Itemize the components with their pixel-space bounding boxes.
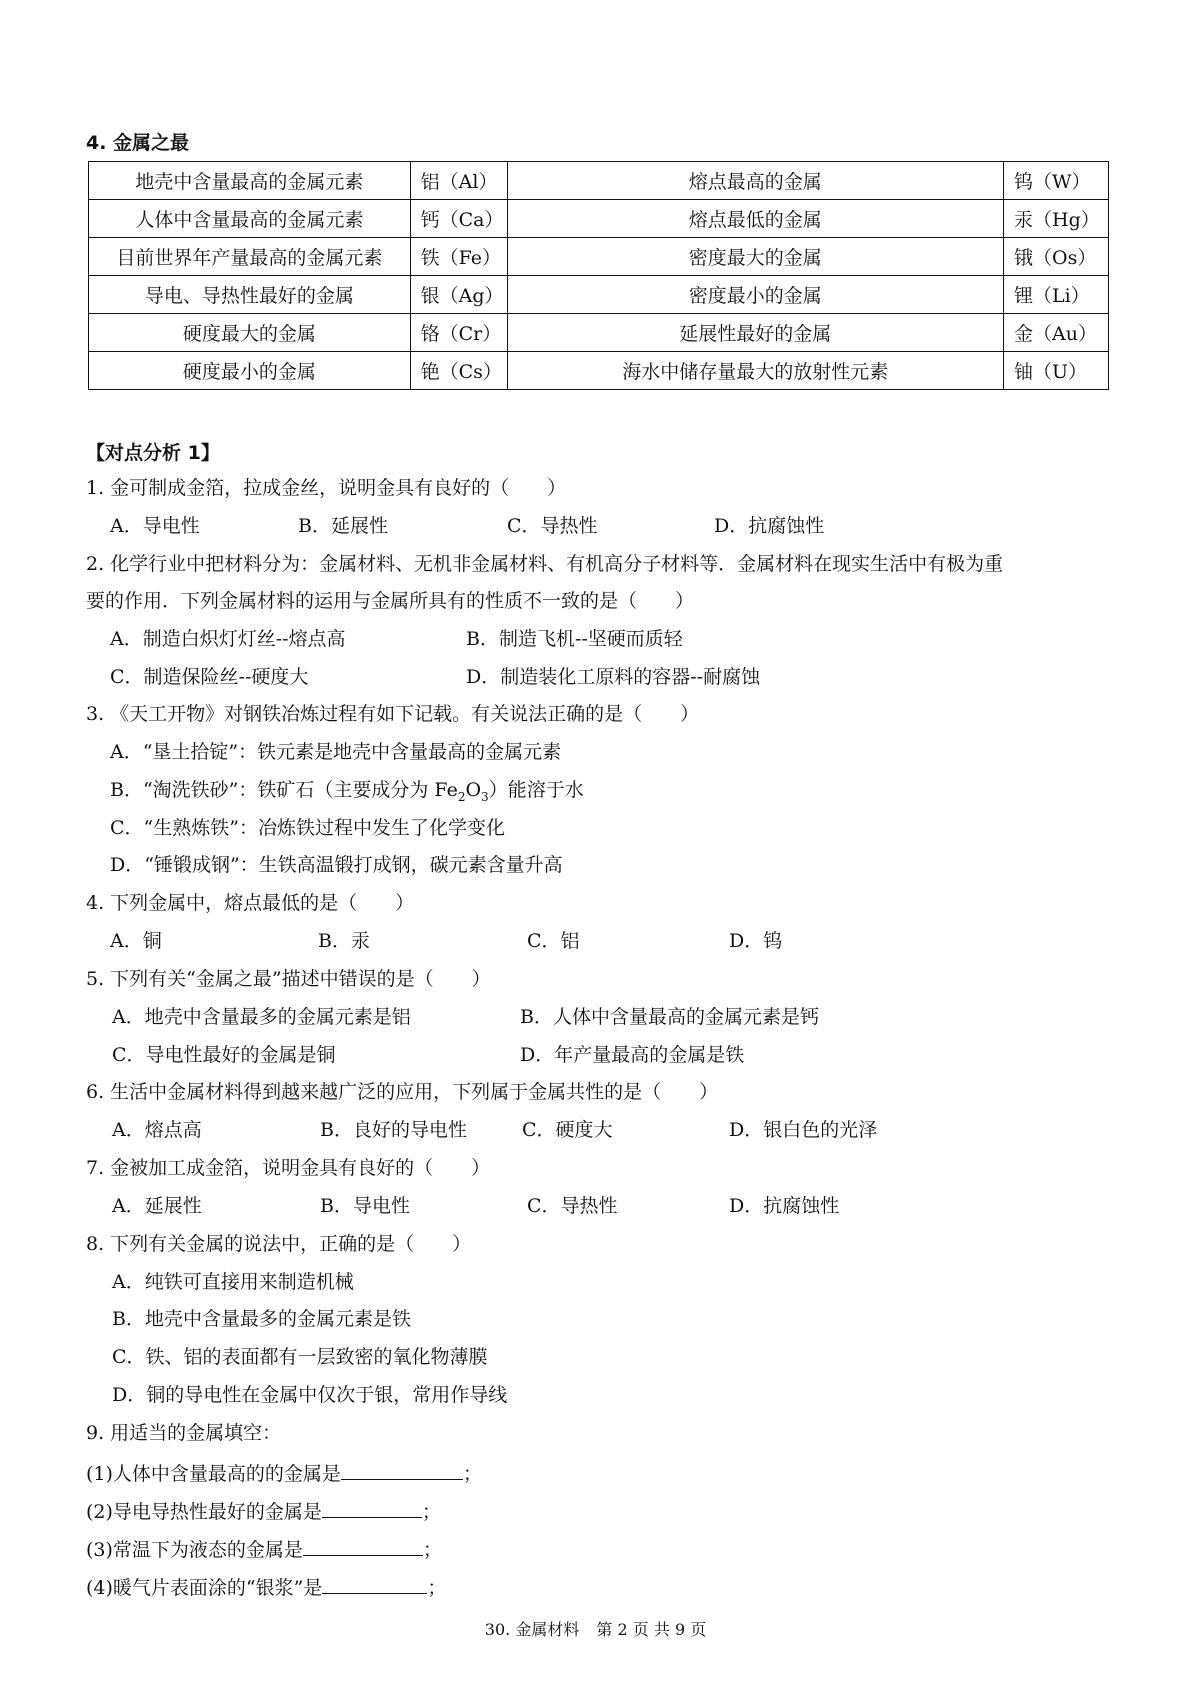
q6-option-a: A．熔点高 [112,1119,202,1141]
table-row [89,314,1109,352]
question-8-stem: 8. 下列有关金属的说法中，正确的是（ ） [86,1233,472,1255]
question-5-stem: 5. 下列有关“金属之最”描述中错误的是（ ） [86,968,491,990]
table-row [89,276,1109,314]
exercise-heading: 【对点分析 1】 [86,442,220,464]
q2-option-b: B．制造飞机--坚硬而质轻 [466,628,683,650]
q9-fill-3: (3)常温下为液态的金属是 ； [86,1535,442,1562]
q7-option-c: C．导热性 [527,1195,618,1217]
answer-blank-2[interactable] [322,1497,422,1518]
q6-option-d: D．银白色的光泽 [729,1119,878,1141]
right-value-cell: 铀（U） [1004,352,1109,390]
right-value-cell: 汞（Hg） [1004,200,1109,238]
metal-records-table [88,161,1109,390]
left-value-cell: 铯（Cs） [410,352,507,390]
left-description-cell: 人体中含量最高的金属元素 [89,200,411,238]
question-2-stem-line1: 2. 化学行业中把材料分为：金属材料、无机非金属材料、有机高分子材料等．金属材料在现实生活中有极为重 [86,553,1004,575]
q9-fill-4: (4)暖气片表面涂的“银浆”是 ； [86,1573,446,1600]
right-description-cell: 延展性最好的金属 [507,314,1003,352]
question-2-stem-line2: 要的作用．下列金属材料的运用与金属所具有的性质不一致的是（ ） [86,590,695,612]
answer-blank-3[interactable] [303,1535,423,1556]
q4-option-b: B．汞 [318,930,370,952]
q8-option-b: B．地壳中含量最多的金属元素是铁 [112,1308,411,1330]
q2-option-a: A．制造白炽灯灯丝--熔点高 [110,628,346,650]
q1-option-a: A．导电性 [110,515,200,537]
right-description-cell: 密度最小的金属 [507,276,1003,314]
table-row [89,162,1109,200]
question-6-stem: 6. 生活中金属材料得到越来越广泛的应用，下列属于金属共性的是（ ） [86,1081,719,1103]
left-description-cell: 硬度最大的金属 [89,314,411,352]
q1-option-d: D．抗腐蚀性 [714,515,825,537]
right-description-cell: 海水中储存量最大的放射性元素 [507,352,1003,390]
table-row [89,238,1109,276]
left-value-cell: 铬（Cr） [410,314,507,352]
section-heading: 4. 金属之最 [86,132,190,154]
answer-blank-1[interactable] [341,1459,463,1480]
q7-option-b: B．导电性 [320,1195,410,1217]
q2-option-d: D．制造装化工原料的容器--耐腐蚀 [466,666,761,688]
footer-page-number: 第 2 页 共 9 页 [596,1620,707,1639]
right-value-cell: 金（Au） [1004,314,1109,352]
q5-option-b: B．人体中含量最高的金属元素是钙 [520,1006,819,1028]
left-description-cell: 硬度最小的金属 [89,352,411,390]
q8-option-c: C．铁、铝的表面都有一层致密的氧化物薄膜 [112,1346,488,1368]
q4-option-c: C．铝 [527,930,580,952]
q8-option-a: A．纯铁可直接用来制造机械 [112,1271,354,1293]
q2-option-c: C．制造保险丝--硬度大 [110,666,309,688]
q6-option-b: B．良好的导电性 [320,1119,467,1141]
q3-option-d: D．“锤锻成钢”：生铁高温锻打成钢，碳元素含量升高 [110,854,563,876]
q4-option-d: D．钨 [729,930,783,952]
answer-blank-4[interactable] [322,1573,427,1594]
q3-option-b: B．“淘洗铁砂”：铁矿石（主要成分为 $Fe_2O_3$）能溶于水 [110,779,584,804]
left-value-cell: 铁（Fe） [410,238,507,276]
q7-option-a: A．延展性 [112,1195,202,1217]
right-description-cell: 密度最大的金属 [507,238,1003,276]
q5-option-c: C．导电性最好的金属是铜 [112,1044,336,1066]
question-1-stem: 1. 金可制成金箔，拉成金丝，说明金具有良好的（ ） [86,477,567,499]
left-value-cell: 铝（Al） [410,162,507,200]
table-row [89,200,1109,238]
page-footer [0,1617,1191,1640]
left-value-cell: 钙（Ca） [410,200,507,238]
right-value-cell: 锇（Os） [1004,238,1109,276]
right-value-cell: 锂（Li） [1004,276,1109,314]
left-description-cell: 地壳中含量最高的金属元素 [89,162,411,200]
q7-option-d: D．抗腐蚀性 [729,1195,840,1217]
q4-option-a: A．铜 [110,930,162,952]
q5-option-d: D．年产量最高的金属是铁 [520,1044,745,1066]
q9-fill-2: (2)导电导热性最好的金属是 ； [86,1497,441,1524]
q6-option-c: C．硬度大 [522,1119,613,1141]
question-7-stem: 7. 金被加工成金箔，说明金具有良好的（ ） [86,1157,491,1179]
question-3-stem: 3. 《天工开物》对钢铁冶炼过程有如下记载。有关说法正确的是（ ） [86,703,700,725]
q5-option-a: A．地壳中含量最多的金属元素是铝 [112,1006,411,1028]
question-9-stem: 9. 用适当的金属填空： [86,1422,282,1444]
q9-fill-1: (1)人体中含量最高的的金属是 ； [86,1459,482,1486]
question-4-stem: 4. 下列金属中，熔点最低的是（ ） [86,892,415,914]
right-description-cell: 熔点最高的金属 [507,162,1003,200]
right-description-cell: 熔点最低的金属 [507,200,1003,238]
q8-option-d: D．铜的导电性在金属中仅次于银，常用作导线 [112,1384,508,1406]
q1-option-b: B．延展性 [298,515,388,537]
footer-chapter: 30. 金属材料 [484,1620,580,1639]
q3-option-c: C．“生熟炼铁”：冶炼铁过程中发生了化学变化 [110,817,505,839]
q1-option-c: C．导热性 [507,515,598,537]
left-description-cell: 目前世界年产量最高的金属元素 [89,238,411,276]
left-value-cell: 银（Ag） [410,276,507,314]
right-value-cell: 钨（W） [1004,162,1109,200]
q3-option-a: A．“垦土拾锭”：铁元素是地壳中含量最高的金属元素 [110,741,562,763]
left-description-cell: 导电、导热性最好的金属 [89,276,411,314]
table-row [89,352,1109,390]
